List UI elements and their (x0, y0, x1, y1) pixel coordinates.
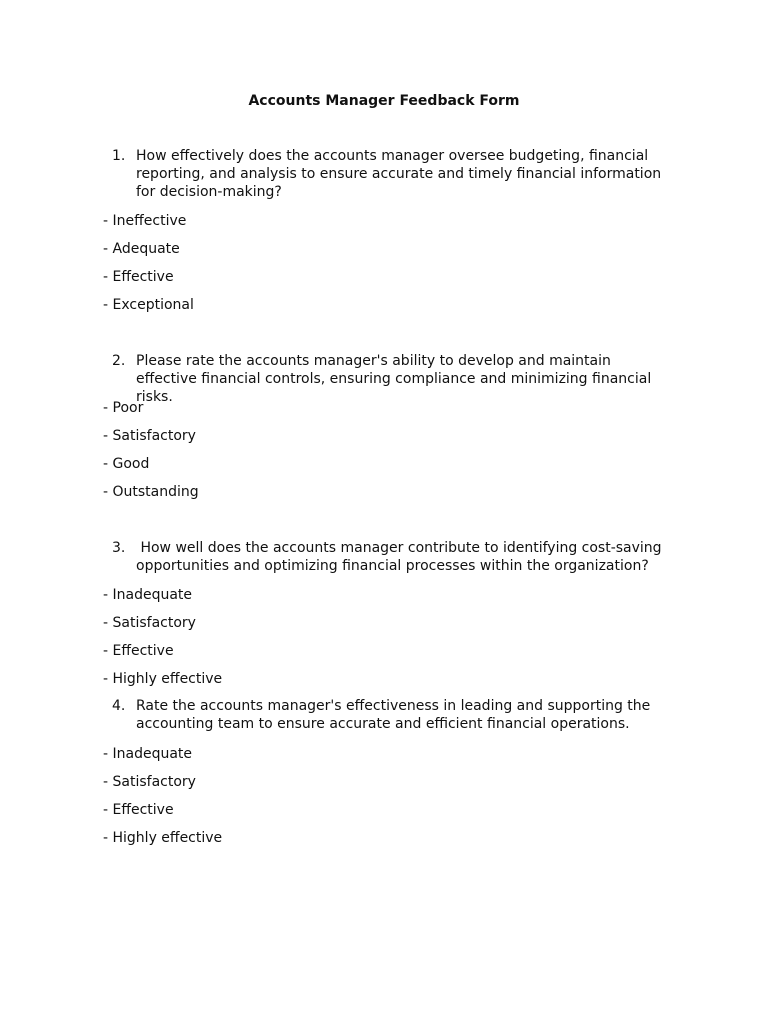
answer-option: - Satisfactory (103, 774, 196, 790)
answer-option: - Inadequate (103, 587, 193, 603)
answer-option: - Exceptional (103, 297, 194, 313)
question-number: 3. (112, 540, 126, 556)
question-text: How well does the accounts manager contribute to identifying cost-saving opportunities and optimizing financial processes within the organization? (136, 540, 667, 574)
question-text: Please rate the accounts manager's ability to develop and maintain effective financial controls, ensuring compliance and minimizing financial risks. (136, 353, 652, 405)
question-number: 4. (112, 698, 126, 714)
question-number: 1. (112, 148, 126, 164)
answer-option: - Effective (103, 802, 174, 818)
answer-option: - Poor (103, 400, 144, 416)
question-1 (112, 148, 672, 201)
answer-option: - Adequate (103, 241, 180, 257)
answer-option: - Inadequate (103, 746, 193, 762)
answer-option: - Satisfactory (103, 428, 196, 444)
answer-option: - Ineffective (103, 213, 187, 229)
answer-option: - Outstanding (103, 484, 199, 500)
answer-option: - Highly effective (103, 671, 223, 687)
question-number: 2. (112, 353, 126, 369)
answer-option: - Effective (103, 643, 174, 659)
answer-option: - Highly effective (103, 830, 223, 846)
question-3 (112, 540, 672, 576)
page-title: Accounts Manager Feedback Form (248, 93, 520, 109)
answer-option: - Satisfactory (103, 615, 196, 631)
question-text: How effectively does the accounts manager oversee budgeting, financial reporting, and analysis to ensure accurate and timely financial information for decision-making? (136, 148, 662, 200)
question-text: Rate the accounts manager's effectiveness in leading and supporting the accounting team to ensure accurate and efficient financial operations. (136, 698, 651, 732)
question-4 (112, 698, 672, 734)
answer-option: - Effective (103, 269, 174, 285)
answer-option: - Good (103, 456, 150, 472)
question-2 (112, 353, 672, 406)
